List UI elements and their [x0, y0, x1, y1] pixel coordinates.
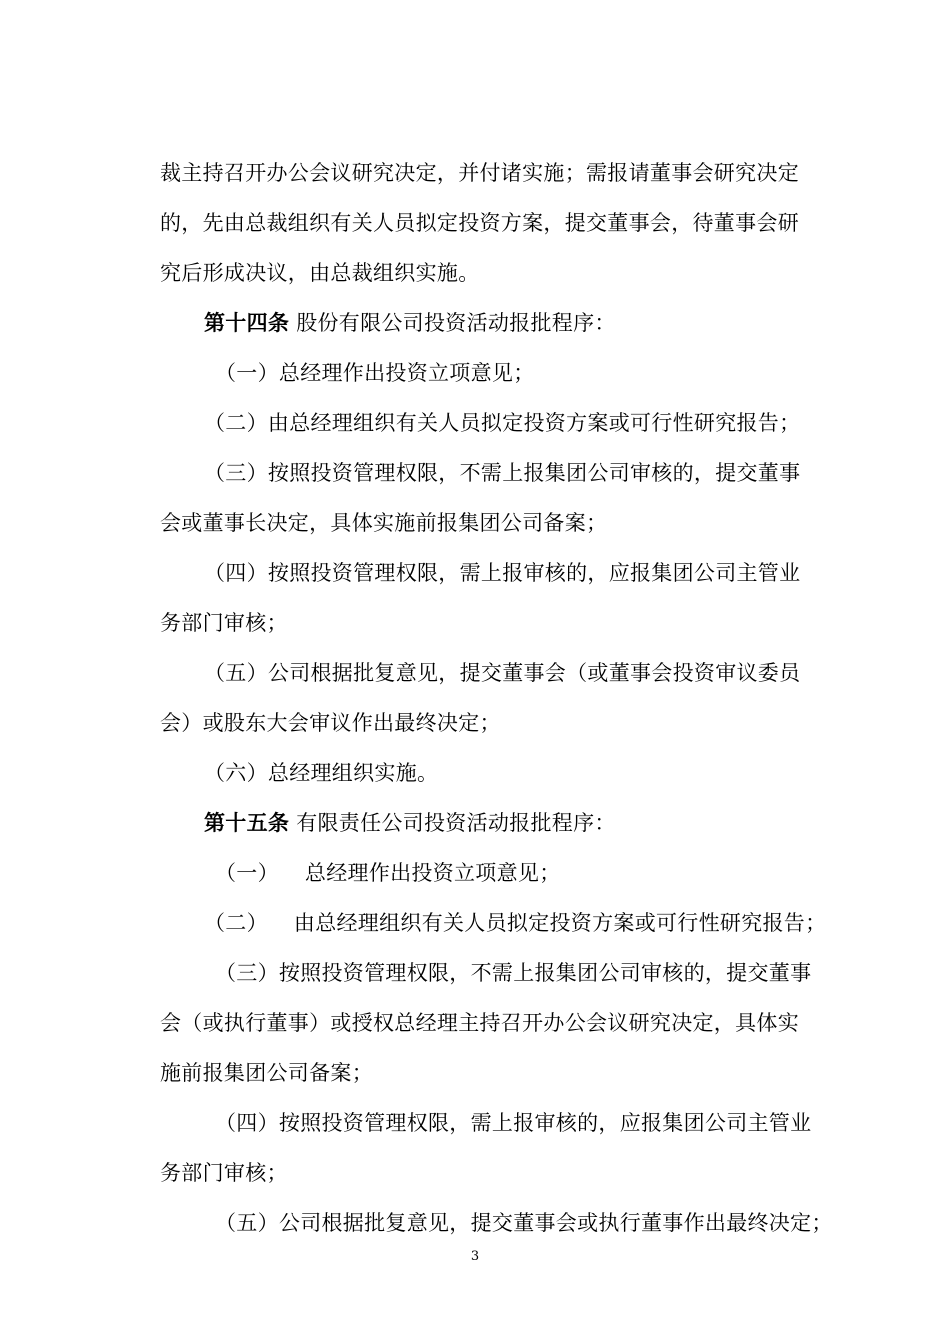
- article-15-number: 第十五条: [204, 811, 290, 835]
- paragraph-line: 的，先由总裁组织有关人员拟定投资方案，提交董事会，待董事会研: [160, 211, 799, 235]
- article-15-item-2-text: 由总经理组织有关人员拟定投资方案或可行性研究报告；: [293, 911, 827, 935]
- article-15-heading-line: [204, 810, 616, 836]
- article-15-item-1-number: （一）: [215, 861, 279, 885]
- article-15-item-1: [215, 860, 561, 886]
- article-14-item-3-cont: 会或董事长决定，具体实施前报集团公司备案；: [160, 511, 608, 535]
- article-15-item-1-text: 总经理作出投资立项意见；: [304, 861, 561, 885]
- paragraph-line: 究后形成决议，由总裁组织实施。: [160, 261, 480, 285]
- paragraph-line: 裁主持召开办公会议研究决定，并付诸实施；需报请董事会研究决定: [160, 161, 799, 185]
- article-15-title: 有限责任公司投资活动报批程序：: [296, 811, 616, 835]
- article-14-item-5: （五）公司根据批复意见，提交董事会（或董事会投资审议委员: [204, 661, 801, 685]
- article-14-item-6: （六）总经理组织实施。: [204, 761, 439, 785]
- article-15-item-2-number: （二）: [204, 911, 268, 935]
- article-15-item-3: （三）按照投资管理权限，不需上报集团公司审核的，提交董事: [215, 961, 812, 985]
- article-14-item-2: （二）由总经理组织有关人员拟定投资方案或可行性研究报告；: [204, 411, 801, 435]
- article-14-item-4: （四）按照投资管理权限，需上报审核的，应报集团公司主管业: [204, 561, 801, 585]
- article-14-item-4-cont: 务部门审核；: [160, 611, 288, 635]
- article-15-item-2: [204, 910, 826, 936]
- article-14-item-3: （三）按照投资管理权限，不需上报集团公司审核的，提交董事: [204, 461, 801, 485]
- article-15-item-3-cont: 会（或执行董事）或授权总经理主持召开办公会议研究决定，具体实: [160, 1011, 799, 1035]
- article-15-item-3-cont: 施前报集团公司备案；: [160, 1061, 373, 1085]
- article-14-item-5-cont: 会）或股东大会审议作出最终决定；: [160, 711, 501, 735]
- article-14-heading-line: [204, 310, 616, 336]
- article-15-item-4-cont: 务部门审核；: [160, 1161, 288, 1185]
- article-15-item-5: （五）公司根据批复意见，提交董事会或执行董事作出最终决定；: [215, 1211, 833, 1235]
- page-number: 3: [470, 1249, 480, 1264]
- article-15-item-4: （四）按照投资管理权限，需上报审核的，应报集团公司主管业: [215, 1111, 812, 1135]
- article-14-title: 股份有限公司投资活动报批程序：: [296, 311, 616, 335]
- article-14-number: 第十四条: [204, 311, 290, 335]
- article-14-item-1: （一）总经理作出投资立项意见；: [215, 361, 535, 385]
